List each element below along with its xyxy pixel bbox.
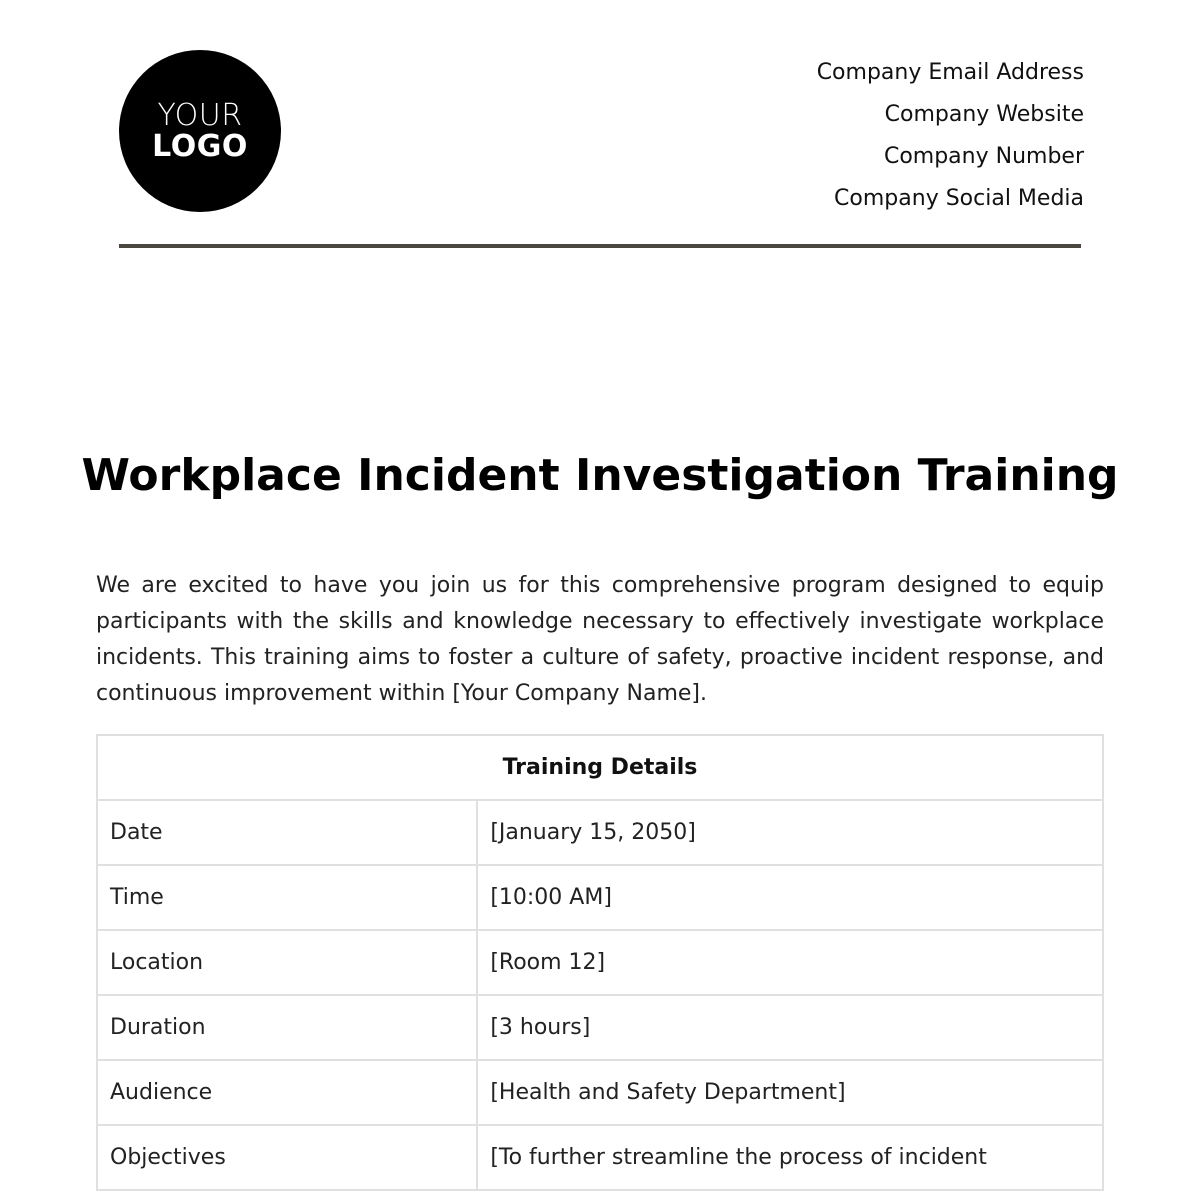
logo-line-1: YOUR	[157, 97, 243, 133]
company-social-media: Company Social Media	[834, 186, 1084, 211]
document-title: Workplace Incident Investigation Training	[81, 450, 1119, 501]
company-logo	[119, 50, 281, 212]
table-row	[97, 865, 1103, 930]
table-row	[97, 1125, 1103, 1190]
row-label-date: Date	[97, 800, 477, 865]
table-header-row	[97, 735, 1103, 800]
table-row	[97, 995, 1103, 1060]
row-value-date: [January 15, 2050]	[477, 800, 1103, 865]
header-divider	[119, 244, 1081, 248]
training-details-table	[96, 734, 1104, 1191]
intro-paragraph: We are excited to have you join us for this comprehensive program designed to equip participants with the skills and knowledge necessary to effectively investigate workplace incidents. This training aims to foster a culture of safety, proactive incident response, and continuous improvement within [Your Company Name].	[96, 573, 1104, 706]
table-row	[97, 800, 1103, 865]
row-value-time: [10:00 AM]	[477, 865, 1103, 930]
table-header: Training Details	[97, 735, 1103, 800]
table-row	[97, 1060, 1103, 1125]
row-value-duration: [3 hours]	[477, 995, 1103, 1060]
row-label-location: Location	[97, 930, 477, 995]
table-row	[97, 930, 1103, 995]
logo-line-2: LOGO	[152, 129, 248, 164]
row-value-objectives: [To further streamline the process of incident	[477, 1125, 1103, 1190]
row-label-duration: Duration	[97, 995, 477, 1060]
row-label-objectives: Objectives	[97, 1125, 477, 1190]
row-label-time: Time	[97, 865, 477, 930]
company-website: Company Website	[884, 102, 1084, 127]
row-label-audience: Audience	[97, 1060, 477, 1125]
row-value-location: [Room 12]	[477, 930, 1103, 995]
company-contact-block	[817, 52, 1084, 220]
company-number: Company Number	[883, 144, 1084, 169]
row-value-audience: [Health and Safety Department]	[477, 1060, 1103, 1125]
company-email: Company Email Address	[816, 60, 1084, 85]
